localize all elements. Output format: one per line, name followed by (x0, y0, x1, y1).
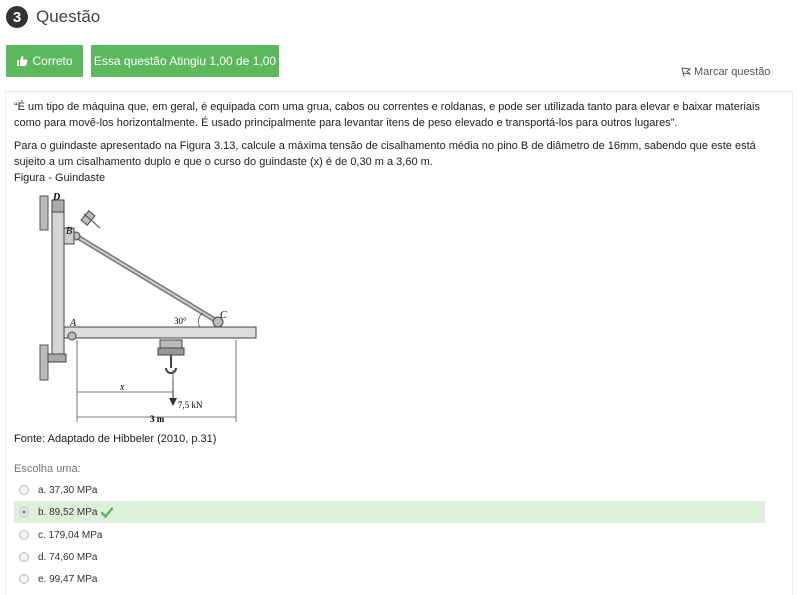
radio-d[interactable] (19, 552, 29, 562)
label-b: B (66, 226, 73, 237)
answer-option-c[interactable] (14, 524, 765, 546)
score-badge: Essa questão Atingiu 1,00 de 1,00 (91, 45, 279, 77)
crane-figure (28, 190, 268, 430)
label-span: 3 m (150, 414, 165, 424)
option-label: d. 74,60 MPa (38, 551, 98, 563)
question-title: Questão (36, 7, 101, 26)
answer-option-b[interactable] (14, 501, 765, 523)
thumbs-up-icon (16, 55, 28, 67)
radio-c[interactable] (19, 530, 29, 540)
radio-e[interactable] (19, 574, 29, 584)
label-load: 7,5 kN (178, 400, 203, 410)
crane-column (52, 208, 64, 358)
figure-label: Figura - Guindaste (14, 172, 106, 184)
wall-bracket-top (40, 196, 48, 230)
flag-question-link[interactable] (681, 66, 770, 78)
correct-label: Correto (32, 54, 73, 68)
label-d: D (53, 192, 61, 203)
label-angle: 30° (174, 316, 187, 326)
choose-prompt: Escolha uma: (14, 463, 81, 475)
answer-option-d[interactable] (14, 546, 765, 568)
question-intro-text: “É um tipo de máquina que, em geral, é equipada com uma grua, cabos ou correntes e roldanas, e pode ser utilizada tanto para elevar e baixar materiais como para movê-los horizontalmente. É usado principalmente para levantar itens de peso elevado e transportá-los para outros lugares”. (14, 101, 760, 129)
question-header (6, 6, 100, 28)
flag-label: Marcar questão (694, 66, 771, 78)
question-prompt-text: Para o guindaste apresentado na Figura 3.13, calcule a máxima tensão de cisalhamento média no pino B de diâmetro de 16mm, sabendo que este está sujeito a um cisalhamento duplo e que o curso do guindaste (x) é de 0,30 m a 3,60 m. (14, 140, 756, 168)
label-c: C (220, 310, 227, 321)
wall-bracket-bottom (40, 345, 48, 380)
crane-beam (64, 327, 256, 338)
answer-option-a[interactable] (14, 479, 765, 501)
option-label: a. 37,30 MPa (38, 484, 98, 496)
figure-source: Fonte: Adaptado de Hibbeler (2010, p.31) (14, 433, 217, 445)
option-label: b. 89,52 MPa (38, 506, 98, 518)
correct-status-badge (6, 45, 83, 77)
label-a: A (70, 318, 77, 329)
option-label: c. 179,04 MPa (38, 529, 103, 541)
radio-a[interactable] (19, 485, 29, 495)
label-x: x (120, 382, 125, 393)
option-label: e. 99,47 MPa (38, 573, 98, 585)
answer-option-e[interactable] (14, 568, 765, 590)
checkmark-icon (101, 507, 113, 518)
flag-icon (681, 67, 691, 77)
question-number-badge: 3 (6, 6, 28, 28)
radio-b[interactable] (19, 507, 29, 517)
